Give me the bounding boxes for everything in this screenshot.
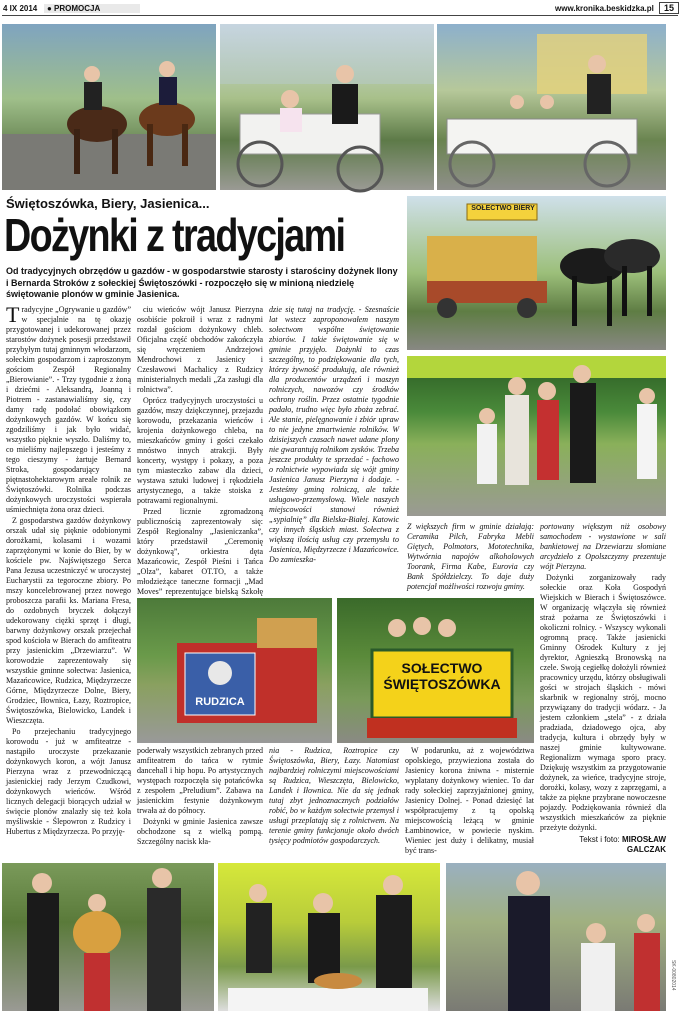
white-carriage-illustration [437,24,666,190]
column-2-paragraph-3: Przed licznie zgromadzoną publicznością zaprezentowały się: Zespół Regionalny „Jasieniczanka”, który przedstawił „Ceremonię dożynkową”, orkiestra dęta Mazańcowic, Zespół Pieśni i Tańca „Olza”, kabaret OT.TO, a także młodzieżące taneczne formacji „Mad Moves” reprezentujące bielską Szkołę [137,507,263,596]
photo-bread-cutting [218,863,440,1011]
column-2-paragraph-2: Oprócz tradycyjnych uroczystości u gazdów, mszy dziękczynnej, przejazdu korowodu, przekazania wieńców i krojenia dożynkowego chleba, na mieszkańców gminy i gości czekało mnóstwo innych atrakcji. Były koncerty, występy i pokazy, a poza tym miasteczko zabaw dla dzieci, wystawa sztuki ludowej i rękodzieła artystycznego, a także stoiska z potrawami regionalnymi. [137,396,263,505]
crowd-illustration [446,863,666,1011]
photo-officials-wreath [2,863,214,1011]
column-4-paragraph-2: W podarunku, aż z województwa opolskiego, przywieziona została do Jasienicy korona żniwna - misternie wyplatany dożynkowy wieniec. To dar rady sołeckiej zaprzyjaźnionej gminy, Jasienicy Dolnej. - Ponad dziesięć lat współpracujemy z tą opolską miejscowością leżącą w gminie Łambinowice, w powiecie nyskim. Wieniec jest duży i delikatny, musiał być trans- [405,746,534,855]
carriage-illustration [220,24,434,190]
photo-horse-riders [2,24,216,190]
page-number: 15 [659,2,679,14]
officials-illustration [2,863,214,1011]
article-kicker: Świętoszówka, Biery, Jasienica... [6,196,210,211]
text-column-5 [540,522,666,858]
site-url[interactable]: www.kronika.beskidzka.pl [555,4,654,13]
issue-date: 4 IX 2014 [3,4,38,13]
article-headline: Dożynki z tradycjami [4,209,345,261]
rudzica-float-illustration [137,598,332,743]
bread-cutting-illustration [218,863,440,1011]
horse-riders-illustration [2,24,216,190]
column-1-paragraph-2: Z gospodarstwa gazdów dożynkowy orszak udał się pięknie odobionymi dorożkami, kolasami i wozami zaprzężonymi w konie do Bier, by w kościele pw. Najświętszego Serca Pana Jezusa uczestniczyć w uroczystej Eucharystii za tegoroczne zbiory. Po mszy koncelebrowanej przez nowego proboszcza parafii ks. Mariana Fresa, do ozdobnych bryczek dołączył udekorowany ciężki sprzęt i długi, barwny dożynkowy orszak przejechał spod kościoła w Bierach do amfiteatru przy jasienickim „Drzewiarzu”. W korowodzie zaprezentowały się wszystkie gminne sołectwa: Jasienica, Mazańcowice, Rudzica, Międzyrzecze Górne, Międzyrzecze Dolne, Biery, Grodziec, Iłownica, Łazy, Roztropice, Świętoszówka, Bielowicko, Landek i Wieszczęta. [6,516,131,725]
column-2-paragraph-1: ciu wieńców wójt Janusz Pierzyna osobiście pokroił i wraz z radnymi rozdał gościom dożynkowy chleb. Oficjalna część obchodów zakończyła się wręczeniem Andrzejowi Mendrochowi z Jasienicy i Czesławowi Machalicy z Rudzicy ministerialnych medali „Za zasługi dla rolnictwa”. [137,305,263,394]
column-1-paragraph-3: Po przejechaniu tradycyjnego korowodu - już w amfiteatrze - nastąpiło uroczyste przekazanie dożynkowych koron, a wójt Janusz Pierzyna wraz z przewodniczącą jasienickiej rady Jerzym Czudkowi, dożynkowych wieńców. Wśród licznych delegacji biorących udział w święcie plonów znalazły się też koła myśliwskie - Ślepowron z Rudzicy i Hubertus z Międzyrzecza. Po przyję- [6,727,131,836]
column-4-paragraph-1: Z większych firm w gminie działają: Ceramika Pilch, Fabryka Mebli Giętych, Polmotors, Mototechnika, Wytwórnia napojów alkoholowych Toorank, Firma Kabe, Eurovia czy Bank Spółdzielczy. To daje duży potencjał możliwości rozwoju gminy. [407,522,534,591]
sign-rudzica: RUDZICA [195,696,245,708]
column-5-paragraph-2: Dożynki zorganizowały rady sołeckie oraz Koła Gospodyń Wiejskich w Bierach i Świętoszówce. W organizację włączyła się również straż pożarna ze Świętoszówki i okoliczni rolnicy. - Wszyscy wykonali ogromną pracę. Także jasienicki Gminny Ośrodek Kultury z jej dyrektor, Agnieszką Bronowską na czele. Swoją cegiełkę dołożyli również pracownicy urzędu, którzy obsługiwali gości w strojach śląskich - mówi skarbnik w regionalny strój, mocno przywiązany do tradycji wódarz. - Ja jestem członkiem „stela” - z działa pradziada, dziadowego ojca, aby tradycja, kultura i obrzędy były w naszej gminie kultywowane. Regionalizm wymaga sporo pracy. Dziękuję wszystkim za przygotowanie dożynek, za wieńce, tradycyjne stroje, dorożki, kolasy, wozy z zaprzęgami, a także za piękne przybrane nowoczesne pojazdy. Podziękowania równieź dla wszystkich mieszkańców za pięknie przeżyte dożynki. [540,573,666,832]
column-1-paragraph-1: radycyjne „Ogrywanie u gazdów” w specjalnie na tę okazję przygotowanej i udekorowanej przez starostów dożynek posesji przedstawił przybyłym tutaj gminnym włodarzom, sołeckim gospodarzom i zaproszonym gościom Zespół Regionalny „Bierowianie”. - Trzy tygodnie z żoną i dziećmi - Aleksandrą, Joanną i Piotrem - zastanawialiśmy się, czy damy radę podołać obowiązkom dożynkowych gazdów. W końcu się zgodziliśmy i jak było widać, wszystko pięknie wyszło. Daliśmy to, co mieliśmy najlepszego i jesteśmy z tego cieszymy - żartuje Bernard Stroka, gospodarujący na piętnastohektarowym areale rolnik ze Świętoszówki. Rolnika podczas dożynkowych uroczystości wspierała uśmiechnięta żona oraz dzieci. [6,305,131,514]
photo-carriage-starosta [220,24,434,190]
photo-crowd-festival [446,863,666,1011]
column-2-paragraph-5: Dożynki w gminie Jasienica zawsze obchodzone są z wielką pompą. Szczególny nacisk kła- [137,817,263,846]
article-lead: Od tradycyjnych obrzędów u gazdów - w gospodarstwie starosty i starościny dożynek Ilony i Bernarda Stroków z sołeckiej Świętoszówki - rozpoczęło się w minioną niedzielę świętowanie plonów w gminie Jasienica. [6,266,398,300]
photo-solectwo-biery-wagon [407,196,666,350]
text-column-4 [407,522,534,594]
text-column-2-lower [137,746,263,876]
column-5-paragraph-1: portowany większym niż osobowy samochodem - wystawione w sali bankietowej na Drzewiarzu słomiane arcydzieło z Opolszczyzny prezentuje wójt Pierzyna. [540,522,666,571]
photo-rudzica-float [137,598,332,743]
drop-cap: T [6,302,20,327]
column-3-paragraph-2: nia - Rudzica, Roztropice czy Świętoszówka, Biery, Łazy. Natomiast najbardziej rolniczymi miejscowościami są Rudzica, Wieszczęta, Bielowicko, Landek i Iłownica. Nie da się jednak tutaj zbyt jednoznacznych podziałów robić, bo w każdym sołectwie przemysł i usługi przeplatają się z rolnictwem. Na terenie gminy funkcjonuje około dwóch tysięcy podmiotów gospodarczych. [269,746,399,845]
document-code: SK-00802014 [670,960,676,991]
text-column-1 [6,302,131,879]
sign-solectwo-biery: SOŁECTWO BIERY [471,205,535,212]
photo-white-carriage [437,24,666,190]
photo-harvest-queens [407,356,666,516]
text-column-4-lower [405,746,534,876]
text-column-3-lower [269,746,399,876]
text-column-3 [269,305,399,595]
column-2-paragraph-4: poderwały wszystkich zebranych przed amfiteatrem do tańca w rytmie dancehall i hip hopu. Po artystycznych występach rozpoczęła się potańcówka z zespołem „Preludium”. Zabawa na jasienickim festynie dożynkowym trwała aż do północy. [137,746,263,815]
wagon-illustration [407,196,666,350]
column-3-paragraph-1: dzie się tutaj na tradycję. - Szesnaście lat wstecz zaproponowałem naszym sołectwom wspólne świętowanie zbiorów. I takie świętowanie się w gminie przyjęło. Dożynki to czas szczególny, to podziękowanie dla tych, którzy żywność produkują, ale również dla producentów urządzeń i maszyn rolniczych, nawozów czy środków ochrony roślin. Przez ostatnie tygodnie padało, trudno więc było zboża zebrać. Ale stanie, pielęgnowanie i zbiór upraw to nie jedyne zmartwienie rolników. W dzisiejszych czasach nawet udane plony nie gwarantują rolnikom zysków. Trzeba jeszcze produkty te sprzedać - fachowo o rolnictwie wypowiada się wójt gminy Jasienica Janusz Pierzyna i dodaje. - Jesteśmy gminą rolniczą, ale także usługowo-przemysłową. Wiele naszych miejscowości stanowi również „sypialnię” dla Bielska-Białej. Katowic czy innych śląskich miast. Sołectwa z większą ilością usług czy przemysłu to Jasienica, Międzyrzecze i Mazańcowice. Do zamieszka- [269,305,399,564]
sign-solectwo-swietoszowka: SOŁECTWO ŚWIĘTOSZÓWKA [383,660,501,693]
section-tag: ● PROMOCJA [44,4,140,13]
text-column-2 [137,305,263,595]
author-credit: Tekst i foto: MIROSŁAW GALCZAK [579,835,666,854]
photo-solectwo-swietoszowka-float [337,598,534,743]
harvest-queens-illustration [407,356,666,516]
